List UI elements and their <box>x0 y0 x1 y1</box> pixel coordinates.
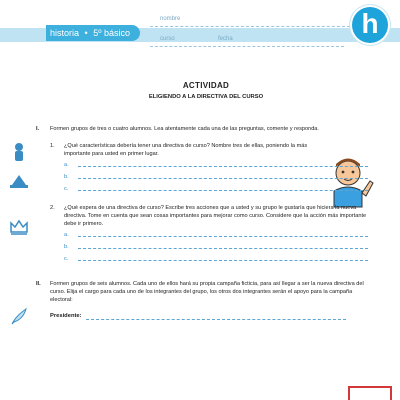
subject-separator: • <box>84 28 88 38</box>
subject-tab <box>46 25 140 41</box>
section-2 <box>36 280 376 304</box>
activity-subtitle: ELIGIENDO A LA DIRECTIVA DEL CURSO <box>148 94 264 100</box>
name-field[interactable] <box>150 14 350 27</box>
section-1 <box>36 125 376 264</box>
question-1-number: 1. <box>50 143 55 149</box>
question-1-text: ¿Qué características debería tener una directiva de curso? Nombre tres de ellas, poniendo la más importante para usted en primer lugar. <box>64 143 308 157</box>
question-2-number: 2. <box>50 205 55 211</box>
worksheet-content <box>36 60 376 320</box>
section-2-numeral: II. <box>36 281 41 287</box>
president-dashed-line <box>86 319 346 320</box>
answer-letter: c. <box>64 256 69 262</box>
answer-line[interactable] <box>64 252 376 264</box>
student-fields <box>150 14 350 54</box>
course-field-label: curso <box>160 36 175 42</box>
feather-icon <box>8 306 30 328</box>
answer-dashed-line <box>78 178 368 179</box>
date-field-label: fecha <box>218 36 233 42</box>
name-field-label: nombre <box>160 16 181 22</box>
hat-icon <box>8 171 30 193</box>
question-1 <box>50 142 316 158</box>
answer-letter: b. <box>64 174 69 180</box>
question-2-text: ¿Qué espera de una directiva de curso? Escribe tres acciones que a usted y su grupo le gustaría que hiciera la nueva directiva. Tome en cuenta que sean cosas importantes para mejorar como curso. Considere que la acción más importante debe ir primero. <box>64 205 367 227</box>
answer-dashed-line <box>78 190 368 191</box>
crown-icon <box>8 216 30 238</box>
section-2-instructions: Formen grupos de seis alumnos. Cada uno de ellos hará su propia campaña ficticia, para así llegar a ser la nueva directiva del curso. Elija el cargo para cada uno de los integrantes del grupo, los otros dos integrantes serán el apoyo para la campaña electoral: <box>50 281 364 303</box>
course-field[interactable] <box>150 34 216 47</box>
president-label: Presidente: <box>50 313 82 319</box>
date-field[interactable] <box>208 34 344 47</box>
answer-letter: c. <box>64 186 69 192</box>
president-field[interactable] <box>36 312 376 320</box>
answer-line[interactable] <box>64 182 376 194</box>
stamp-graphic <box>348 386 392 400</box>
section-1-instructions: Formen grupos de tres o cuatro alumnos. Lea atentamente cada una de las preguntas, comente y responda. <box>50 126 319 132</box>
subject-label: historia <box>50 28 80 38</box>
answer-letter: b. <box>64 244 69 250</box>
answer-line[interactable] <box>64 240 376 252</box>
answer-dashed-line <box>78 236 368 237</box>
brand-logo: h <box>352 7 388 43</box>
person-icon <box>8 141 30 163</box>
answer-dashed-line <box>78 260 368 261</box>
section-1-numeral: I. <box>36 126 40 132</box>
decorative-rail <box>8 56 30 400</box>
answer-line[interactable] <box>64 158 376 170</box>
activity-title: ACTIVIDAD <box>182 81 230 90</box>
answer-letter: a. <box>64 162 69 168</box>
answer-letter: a. <box>64 232 69 238</box>
question-2 <box>50 204 376 228</box>
page-header <box>0 0 400 56</box>
answer-line[interactable] <box>64 228 376 240</box>
answer-line[interactable] <box>64 170 376 182</box>
answer-dashed-line <box>78 248 368 249</box>
grade-label: 5º básico <box>93 28 131 38</box>
answer-dashed-line <box>78 166 368 167</box>
